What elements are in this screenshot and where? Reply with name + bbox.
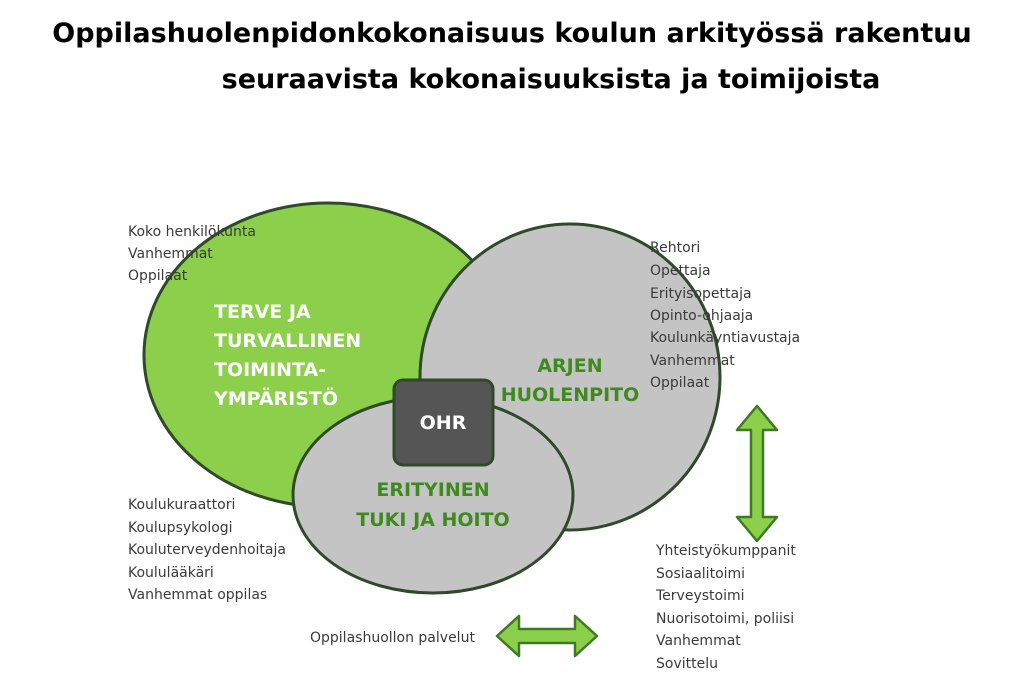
bottom-left-item: Vanhemmat oppilas [128,587,268,603]
top-left-item: Oppilaat [128,268,188,284]
top-right-item: Vanhemmat [650,353,735,369]
right-circle-label-2: HUOLENPITO [500,384,640,406]
top-right-item: Opinto-ohjaaja [650,308,754,324]
title-line-1: Oppilashuolenpidonkokonaisuus koulun arkityössä rakentuu [52,18,972,49]
bottom-right-item: Sovittelu [656,656,718,672]
top-right-item: Opettaja [650,263,711,279]
green-circle-label-3: TOIMINTA- [214,359,327,381]
top-left-item: Koko henkilökunta [128,224,256,240]
green-circle-label-2: TURVALLINEN [214,330,362,352]
bottom-left-item: Koulupsykologi [128,520,233,536]
top-left-item: Vanhemmat [128,246,213,262]
bottom-right-item: Sosiaalitoimi [656,566,746,582]
bottom-circle-label-2: TUKI JA HOITO [356,509,510,531]
bottom-right-item: Vanhemmat [656,633,741,649]
bottom-right-item: Terveystoimi [656,588,745,604]
bottom-circle-label-1: ERITYINEN [376,479,490,501]
title-line-2: seuraavista kokonaisuuksista ja toimijoista [221,64,881,95]
ohr-label: OHR [419,412,467,434]
top-right-item: Koulunkäyntiavustaja [650,330,801,346]
bottom-left-item: Koululääkäri [128,565,214,581]
top-right-item: Erityisopettaja [650,286,752,302]
green-circle-label-4: YMPÄRISTÖ [214,388,339,410]
double-arrow-horizontal-icon [497,616,597,656]
double-arrow-vertical-icon [737,406,777,541]
bottom-right-item: Nuorisotoimi, poliisi [656,611,795,627]
top-right-item: Rehtori [650,240,701,256]
bottom-right-item: Yhteistyökumppanit [656,543,796,559]
bottom-left-item: Kouluterveydenhoitaja [128,542,286,558]
top-right-item: Oppilaat [650,375,710,391]
services-label: Oppilashuollon palvelut [310,630,475,646]
green-circle-label-1: TERVE JA [214,301,311,323]
bottom-left-item: Koulukuraattori [128,497,236,513]
right-circle-label-1: ARJEN [537,355,603,377]
